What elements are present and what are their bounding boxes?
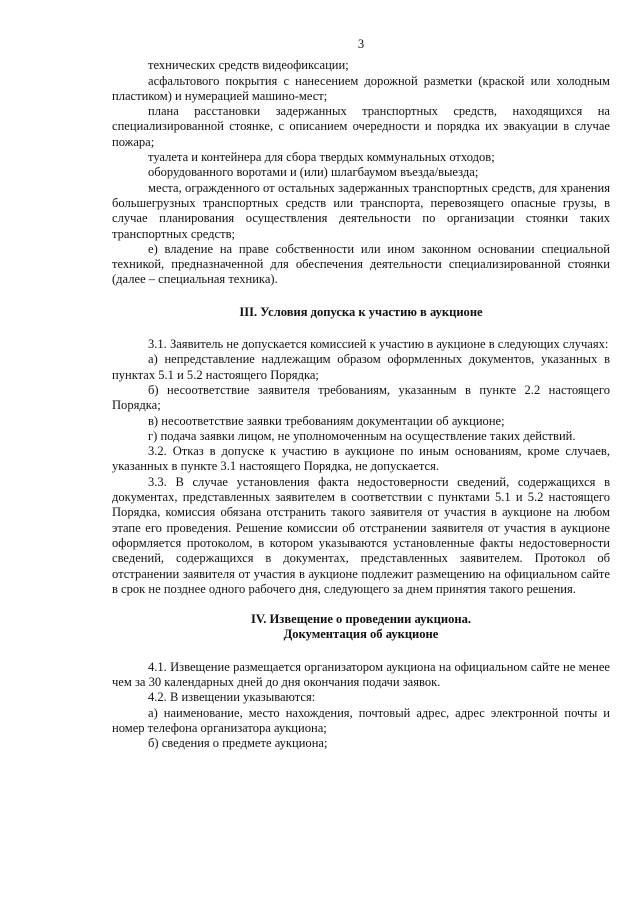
list-item: плана расстановки задержанных транспортных средств, находящихся на специализированной стоянке, с описанием очередности и порядка их эвакуации в случае пожара;: [112, 104, 610, 149]
section-4-heading-line-1: IV. Извещение о проведении аукциона.: [250, 612, 472, 627]
paragraph: б) несоответствие заявителя требованиям, указанным в пункте 2.2 настоящего Порядка;: [112, 382, 610, 413]
paragraph: 4.2. В извещении указываются:: [148, 690, 316, 705]
paragraph: а) наименование, место нахождения, почтовый адрес, адрес электронной почты и номер телефона организатора аукциона;: [112, 705, 610, 735]
section-4-body: [112, 660, 610, 752]
list-item: места, огражденного от остальных задержанных транспортных средств, для хранения большегрузных транспортных средств или транспорта, перевозящего опасные грузы, в случае планирования осуществления деятельности по организации стоянки таких транспортных средств;: [112, 180, 610, 241]
list-item: туалета и контейнера для сбора твердых коммунальных отходов;: [148, 150, 495, 165]
section-3-body: [112, 337, 610, 597]
list-item: е) владение на праве собственности или ином законном основании специальной техникой, предназначенной для обеспечения деятельности специализированной стоянки (далее – специальная техника).: [112, 241, 610, 287]
list-item: асфальтового покрытия с нанесением дорожной разметки (краской или холодным пластиком) и нумерацией машино-мест;: [112, 73, 610, 103]
list-item: оборудованного воротами и (или) шлагбаумом въезда/выезда;: [148, 165, 479, 180]
paragraph: 3.1. Заявитель не допускается комиссией к участию в аукционе в следующих случаях:: [148, 337, 609, 352]
requirements-list-continued: [112, 58, 610, 287]
paragraph: г) подача заявки лицом, не уполномоченным на осуществление таких действий.: [148, 428, 576, 443]
paragraph: а) непредставление надлежащим образом оформленных документов, указанных в пунктах 5.1 и 5.2 настоящего Порядка;: [112, 352, 610, 382]
paragraph: б) сведения о предмете аукциона;: [148, 736, 328, 751]
paragraph: 4.1. Извещение размещается организатором аукциона на официальном сайте не менее чем за 30 календарных дней до дня окончания подачи заявок.: [112, 659, 610, 689]
section-3-heading: III. Условия допуска к участию в аукционе: [239, 304, 483, 319]
section-4-heading-line-2: Документация об аукционе: [283, 627, 439, 642]
page-number: 3: [357, 37, 365, 51]
paragraph: в) несоответствие заявки требованиям документации об аукционе;: [148, 413, 505, 428]
paragraph: 3.3. В случае установления факта недостоверности сведений, содержащихся в документах, представленных заявителем в соответствии с пунктами 5.1 и 5.2 настоящего Порядка, комиссия обязана отстранить такого заявителя от участия в аукционе на любом этапе его проведения. Решение комиссии об отстранении заявителя от участия в аукционе оформляется протоколом, в котором указываются установленные факты недостоверности сведений, содержащихся в документах, представленных заявителем. Протокол об отстранении заявителя от участия в аукционе подлежит размещению на официальном сайте в срок не позднее одного рабочего дня, следующего за днем принятия такого решения.: [112, 474, 610, 596]
paragraph: 3.2. Отказ в допуске к участию в аукционе по иным основаниям, кроме случаев, указанных в пункте 3.1 настоящего Порядка, не допускается.: [112, 444, 610, 474]
list-item: технических средств видеофиксации;: [148, 58, 349, 73]
